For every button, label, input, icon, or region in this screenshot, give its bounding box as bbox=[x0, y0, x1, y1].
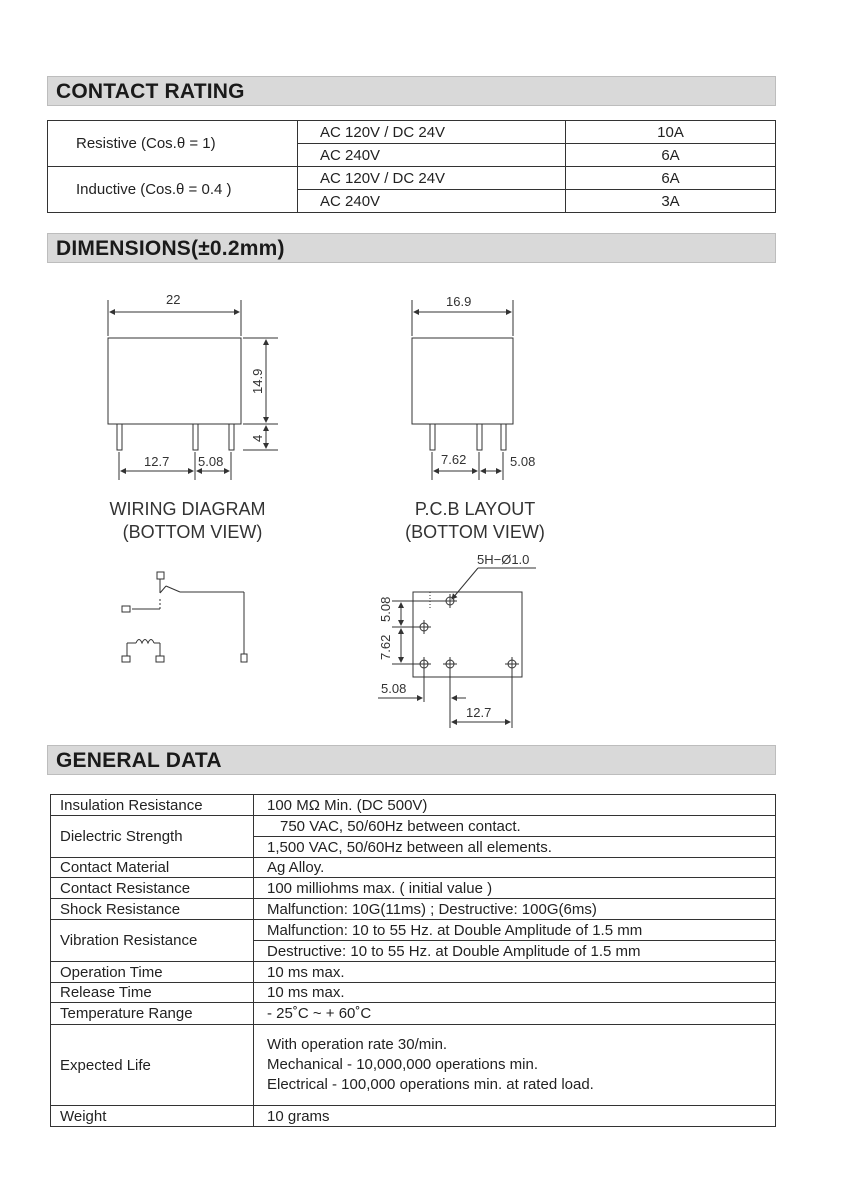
table-cell-label: Resistive (Cos.θ = 1) bbox=[48, 121, 298, 167]
table-row bbox=[51, 899, 776, 920]
table-row bbox=[51, 858, 776, 878]
spec-label: Insulation Resistance bbox=[51, 795, 254, 816]
spec-label: Shock Resistance bbox=[51, 899, 254, 920]
spec-value: 10 ms max. bbox=[254, 962, 776, 983]
dim-label: 4 bbox=[250, 434, 265, 442]
table-row bbox=[51, 920, 776, 941]
dim-label: 5.08 bbox=[381, 681, 407, 696]
table-cell-label: Inductive (Cos.θ = 0.4 ) bbox=[48, 167, 298, 213]
dimensions-heading-bar bbox=[47, 233, 776, 263]
pcb-title-line-2: (BOTTOM VIEW) bbox=[405, 522, 545, 542]
relay-pin bbox=[193, 424, 198, 450]
pcb-layout-title bbox=[395, 498, 555, 544]
dim-label: 22 bbox=[166, 292, 181, 307]
spec-label: Contact Material bbox=[51, 858, 254, 878]
life-line: With operation rate 30/min. bbox=[267, 1036, 448, 1053]
table-cell-current: 10A bbox=[566, 121, 776, 144]
table-cell-current: 6A bbox=[566, 167, 776, 190]
table-row bbox=[51, 795, 776, 816]
dim-label: 5.08 bbox=[198, 454, 224, 469]
spec-label: Operation Time bbox=[51, 962, 254, 983]
dim-label: 14.9 bbox=[250, 368, 265, 394]
table-row bbox=[51, 816, 776, 837]
spec-label: Expected Life bbox=[51, 1025, 254, 1106]
dim-label: 5.08 bbox=[510, 454, 536, 469]
table-cell-current: 3A bbox=[566, 190, 776, 213]
spec-label: Release Time bbox=[51, 983, 254, 1003]
table-cell-voltage: AC 120V / DC 24V bbox=[298, 167, 566, 190]
spec-label: Dielectric Strength bbox=[51, 816, 254, 858]
contact-rating-heading: CONTACT RATING bbox=[56, 80, 245, 103]
table-cell-current: 6A bbox=[566, 144, 776, 167]
pcb-hole-note: 5H−Ø1.0 bbox=[477, 552, 530, 567]
contact-rating-heading-bar bbox=[47, 76, 776, 106]
table-cell-voltage: AC 240V bbox=[298, 190, 566, 213]
table-cell-voltage: AC 240V bbox=[298, 144, 566, 167]
table-row bbox=[51, 962, 776, 983]
spec-value: 10 grams bbox=[254, 1106, 776, 1127]
spec-value: Ag Alloy. bbox=[254, 858, 776, 878]
spec-label: Contact Resistance bbox=[51, 878, 254, 899]
pcb-layout bbox=[378, 568, 536, 728]
table-cell-voltage: AC 120V / DC 24V bbox=[298, 121, 566, 144]
dim-label: 5.08 bbox=[378, 596, 393, 622]
spec-value: 750 VAC, 50/60Hz between contact. bbox=[254, 816, 776, 837]
life-line: Mechanical - 10,000,000 operations min. bbox=[267, 1056, 538, 1073]
contact-rating-table bbox=[47, 120, 776, 213]
spec-value: 100 MΩ Min. (DC 500V) bbox=[254, 795, 776, 816]
pcb-title-line-1: P.C.B LAYOUT bbox=[414, 499, 536, 519]
relay-side-body bbox=[108, 338, 241, 424]
table-row bbox=[48, 167, 776, 190]
spec-label: Weight bbox=[51, 1106, 254, 1127]
spec-value: Malfunction: 10 to 55 Hz. at Double Amplitude of 1.5 mm bbox=[254, 920, 776, 941]
table-row bbox=[48, 121, 776, 144]
relay-pin bbox=[229, 424, 234, 450]
relay-pin bbox=[430, 424, 435, 450]
wiring-diagram bbox=[122, 572, 247, 662]
life-line: Electrical - 100,000 operations min. at rated load. bbox=[267, 1076, 594, 1093]
table-row bbox=[51, 983, 776, 1003]
table-row bbox=[51, 1106, 776, 1127]
dim-label: 12.7 bbox=[144, 454, 170, 469]
table-row bbox=[51, 878, 776, 899]
spec-value: Malfunction: 10G(11ms) ; Destructive: 100G(6ms) bbox=[254, 899, 776, 920]
wiring-diagram-title bbox=[100, 498, 275, 544]
dim-label: 7.62 bbox=[441, 452, 467, 467]
spec-value bbox=[254, 1025, 776, 1106]
spec-label: Vibration Resistance bbox=[51, 920, 254, 962]
spec-value: - 25˚C ~ + 60˚C bbox=[254, 1003, 776, 1025]
relay-pin bbox=[501, 424, 506, 450]
dim-label: 7.62 bbox=[378, 634, 393, 660]
general-data-heading: GENERAL DATA bbox=[56, 749, 222, 772]
relay-pin bbox=[477, 424, 482, 450]
table-row bbox=[51, 1003, 776, 1025]
spec-label: Temperature Range bbox=[51, 1003, 254, 1025]
relay-front-body bbox=[412, 338, 513, 424]
spec-value: Destructive: 10 to 55 Hz. at Double Amplitude of 1.5 mm bbox=[254, 941, 776, 962]
wiring-title-line-1: WIRING DIAGRAM bbox=[109, 499, 266, 519]
spec-value: 10 ms max. bbox=[254, 983, 776, 1003]
spec-value: 100 milliohms max. ( initial value ) bbox=[254, 878, 776, 899]
spec-value: 1,500 VAC, 50/60Hz between all elements. bbox=[254, 837, 776, 858]
dimensions-heading: DIMENSIONS(±0.2mm) bbox=[56, 237, 285, 260]
wiring-title-line-2: (BOTTOM VIEW) bbox=[122, 522, 263, 542]
general-data-table bbox=[50, 794, 776, 1127]
dim-label: 16.9 bbox=[446, 294, 472, 309]
relay-pin bbox=[117, 424, 122, 450]
general-data-heading-bar bbox=[47, 745, 776, 775]
dim-label: 12.7 bbox=[466, 705, 492, 720]
table-row bbox=[51, 1025, 776, 1106]
